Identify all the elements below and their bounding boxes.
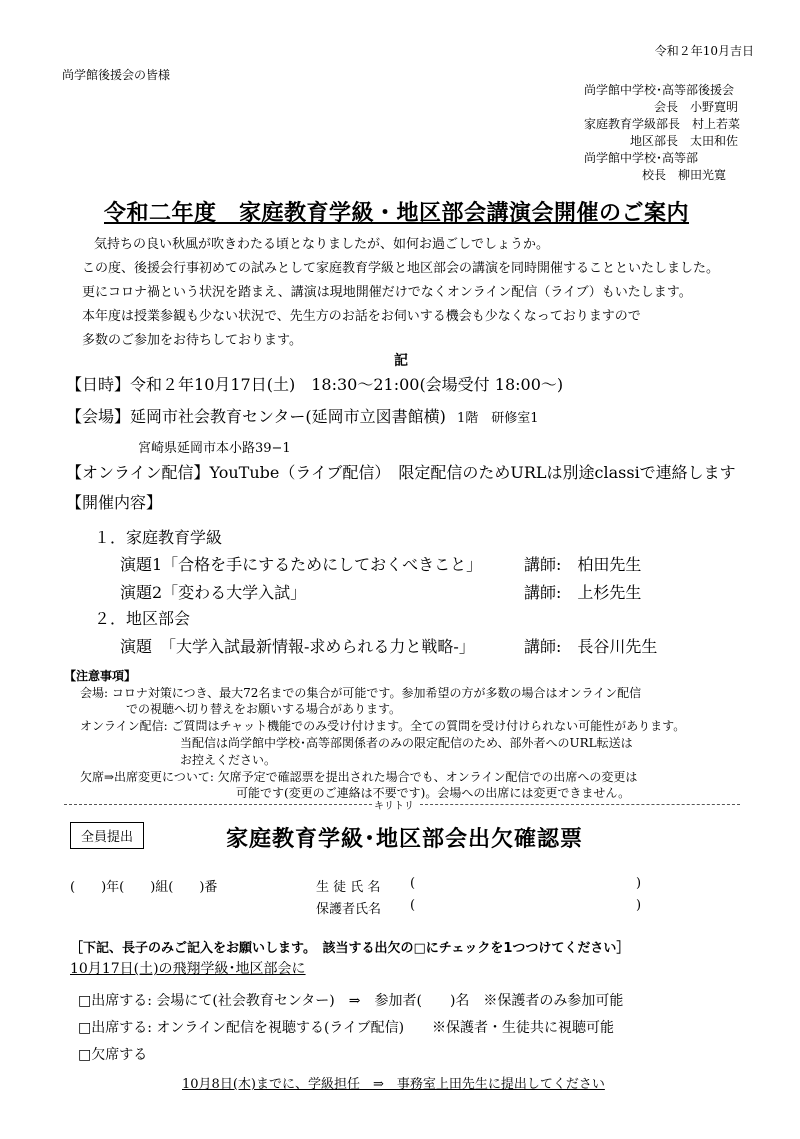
- intro-line: 本年度は授業参観も少ない状況で、先生方のお話をお伺いする機会も少なくなっておりますので: [82, 309, 641, 324]
- guardian-name-label: 保護者氏名: [316, 902, 382, 917]
- sender-school: 尚学館中学校･高等部: [584, 151, 699, 165]
- guardian-name-field[interactable]: [424, 898, 634, 916]
- venue-label: 【会場】: [66, 407, 131, 426]
- datetime-label: 【日時】: [66, 375, 131, 394]
- note-online-line: オンライン配信: ご質問はチャット機能でのみ受け付けます。全ての質問を受け付けられない可能性があります。: [80, 719, 686, 733]
- intro-line: この度、後援会行事初めての試みとして家庭教育学級と地区部会の講演を同時開催することといたしました。: [82, 261, 720, 276]
- sender-org: 尚学館中学校･高等部後援会: [584, 83, 735, 97]
- talk-3-title: 演題 「大学入試最新情報-求められる力と戦略-」: [120, 637, 475, 656]
- intro-line: 多数のご参加をお待ちしております。: [82, 333, 302, 348]
- contents-label: 【開催内容】: [66, 493, 163, 512]
- note-absence-line: 欠席⇒出席変更について: 欠席予定で確認票を提出された場合でも、オンライン配信での出席への変更は: [80, 770, 638, 784]
- class-number-field[interactable]: ( )年( )組( )番: [70, 880, 218, 895]
- recipient: 尚学館後援会の皆様: [62, 68, 171, 82]
- program-section-1: １．家庭教育学級: [94, 528, 223, 547]
- datetime-row: [66, 372, 563, 395]
- talk-2-speaker: 講師: 上杉先生: [524, 583, 642, 602]
- talk-2-title: 演題2「変わる大学入試」: [120, 583, 307, 602]
- page-title: 令和二年度 家庭教育学級・地区部会講演会開催のご案内: [104, 201, 690, 226]
- cut-line-right: [420, 804, 740, 805]
- online-label: 【オンライン配信】: [66, 463, 210, 482]
- cut-label: キリトリ: [374, 801, 414, 812]
- intro-line: 更にコロナ禍という状況を踏まえ、講演は現地開催だけでなくオンライン配信（ライブ）もいたします。: [82, 285, 692, 300]
- online-row: [66, 460, 736, 483]
- submission-deadline: 10月8日(木)までに、学級担任 ⇒ 事務室上田先生に提出してください: [182, 1077, 605, 1092]
- talk-3-speaker: 講師: 長谷川先生: [524, 637, 658, 656]
- note-venue-line: での視聴へ切り替えをお願いする場合があります。: [126, 702, 402, 716]
- option-attend-online[interactable]: □出席する: オンライン配信を視聴する(ライブ配信) ※保護者・生徒共に視聴可能: [78, 1020, 615, 1036]
- issue-date: 令和２年10月吉日: [654, 44, 754, 58]
- guardian-name-close: ): [636, 898, 642, 913]
- notes-label: 【注意事項】: [64, 669, 137, 683]
- guardian-name-open: (: [410, 898, 416, 913]
- venue-room: 1階 研修室1: [456, 411, 539, 426]
- note-absence-line: 可能です(変更のご連絡は不要です)。会場への出席には変更できません。: [236, 786, 631, 800]
- event-line: 10月17日(土)の飛翔学級･地区部会に: [70, 961, 306, 977]
- student-name-field[interactable]: [424, 876, 634, 894]
- note-online-line: 当配信は尚学館中学校･高等部関係者のみの限定配信のため、部外者へのURL転送は: [180, 736, 633, 750]
- student-name-label: 生 徒 氏 名: [316, 880, 381, 895]
- venue-value: 延岡市社会教育センター(延岡市立図書館横): [130, 407, 446, 426]
- option-absent[interactable]: □欠席する: [78, 1047, 148, 1063]
- sender-block: [584, 82, 740, 184]
- option-attend-venue[interactable]: □出席する: 会場にて(社会教育センター) ⇒ 参加者( )名 ※保護者のみ参加可能: [78, 993, 624, 1009]
- intro-line: 気持ちの良い秋風が吹きわたる頃となりましたが、如何お過ごしでしょうか。: [94, 237, 550, 252]
- note-online-line: お控えください。: [180, 753, 277, 767]
- note-venue-line: 会場: コロナ対策につき、最大72名までの集合が可能です。参加希望の方が多数の場合はオンライン配信: [80, 686, 642, 700]
- student-name-open: (: [410, 876, 416, 891]
- venue-row: [66, 404, 539, 427]
- venue-address: 宮崎県延岡市本小路39−1: [138, 441, 291, 456]
- intro-paragraph: [70, 233, 719, 353]
- sender-principal: 校長 柳田光寛: [642, 168, 727, 182]
- sender-chair: 会長 小野寛明: [654, 100, 739, 114]
- student-name-close: ): [636, 876, 642, 891]
- sender-district: 地区部長 太田和佐: [630, 134, 739, 148]
- form-instruction: ［下記、長子のみご記入をお願いします。 該当する出欠の□にチェックを1つつけてください］: [70, 941, 630, 956]
- online-value: YouTube（ライブ配信） 限定配信のためURLは別途classiで連絡します: [209, 463, 736, 482]
- program-section-2: ２．地区部会: [94, 609, 191, 628]
- all-submit-badge: 全員提出: [70, 822, 144, 849]
- cut-line-left: [64, 804, 372, 805]
- talk-1-speaker: 講師: 柏田先生: [524, 555, 642, 574]
- ki-heading: 記: [394, 353, 408, 369]
- sender-family-ed: 家庭教育学級部長 村上若菜: [584, 117, 741, 131]
- talk-1-title: 演題1「合格を手にするためにしておくべきこと」: [120, 555, 483, 574]
- datetime-value: 令和２年10月17日(土) 18:30～21:00(会場受付 18:00～): [130, 375, 564, 394]
- form-title: 家庭教育学級･地区部会出欠確認票: [226, 827, 584, 852]
